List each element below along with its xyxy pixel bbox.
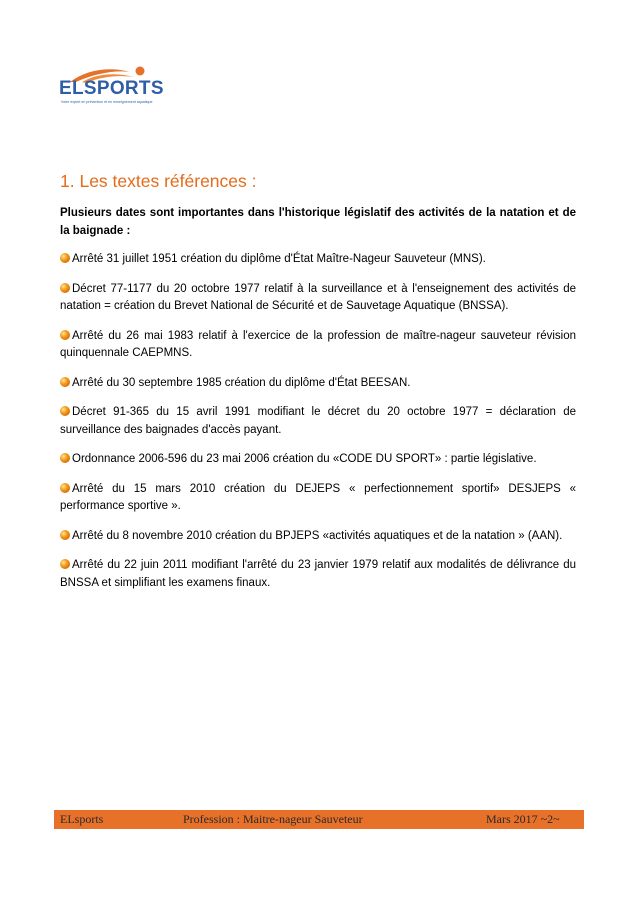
footer-profession: Profession : Maitre-nageur Sauveteur <box>183 812 363 826</box>
list-item-text: Décret 91-365 du 15 avril 1991 modifiant le décret du 20 octobre 1977 = déclaration de surveillance des baignades d'accès payant. <box>60 406 576 436</box>
orange-ball-bullet-icon <box>60 330 70 340</box>
orange-ball-bullet-icon <box>60 530 70 540</box>
list-item <box>60 375 576 393</box>
list-item <box>60 251 576 269</box>
list-item <box>60 528 576 546</box>
orange-ball-bullet-icon <box>60 406 70 416</box>
list-item-text: Arrêté du 15 mars 2010 création du DEJEPS « perfectionnement sportif» DESJEPS « performance sportive ». <box>60 482 576 512</box>
orange-ball-bullet-icon <box>60 483 70 493</box>
list-item-text: Arrêté 31 juillet 1951 création du diplôme d'État Maître-Nageur Sauveteur (MNS). <box>72 253 486 265</box>
list-item <box>60 481 576 516</box>
footer-brand: ELsports <box>60 812 104 826</box>
section-intro: Plusieurs dates sont importantes dans l'historique législatif des activités de la natation et de la baignade : <box>60 207 576 237</box>
orange-ball-bullet-icon <box>60 559 70 569</box>
list-item <box>60 557 576 592</box>
list-item-text: Arrêté du 26 mai 1983 relatif à l'exercice de la profession de maître-nageur sauveteur révision quinquennale CAEPMNS. <box>60 329 576 359</box>
list-item <box>60 404 576 439</box>
list-item <box>60 451 576 469</box>
orange-ball-bullet-icon <box>60 283 70 293</box>
orange-ball-bullet-icon <box>60 453 70 463</box>
list-item <box>60 281 576 316</box>
list-item-text: Ordonnance 2006-596 du 23 mai 2006 création du «CODE DU SPORT» : partie législative. <box>72 453 537 465</box>
reference-list <box>60 251 576 604</box>
list-item-text: Arrêté du 22 juin 2011 modifiant l'arrêté du 23 janvier 1979 relatif aux modalités de délivrance du BNSSA et simplifiant les examens finaux. <box>60 559 576 589</box>
list-item-text: Arrêté du 30 septembre 1985 création du diplôme d'État BEESAN. <box>72 376 411 389</box>
logo-wordmark: ELSPORTS <box>59 78 164 99</box>
footer-date-page: Mars 2017 ~2~ <box>486 812 560 826</box>
list-item <box>60 328 576 363</box>
section-title: 1. Les textes références : <box>60 171 257 191</box>
orange-ball-bullet-icon <box>60 253 70 263</box>
page-footer <box>54 810 584 829</box>
logo-tagline: Votre expert en prévention et en enseignement aquatique <box>61 100 153 104</box>
elsports-logo <box>58 62 164 112</box>
list-item-text: Décret 77-1177 du 20 octobre 1977 relatif à la surveillance et à l'enseignement des activités de natation = création du Brevet National de Sécurité et de Sauvetage Aquatique (BNSSA). <box>60 282 576 312</box>
orange-ball-bullet-icon <box>60 377 70 387</box>
list-item-text: Arrêté du 8 novembre 2010 création du BPJEPS «activités aquatiques et de la natation » (AAN). <box>72 529 563 542</box>
